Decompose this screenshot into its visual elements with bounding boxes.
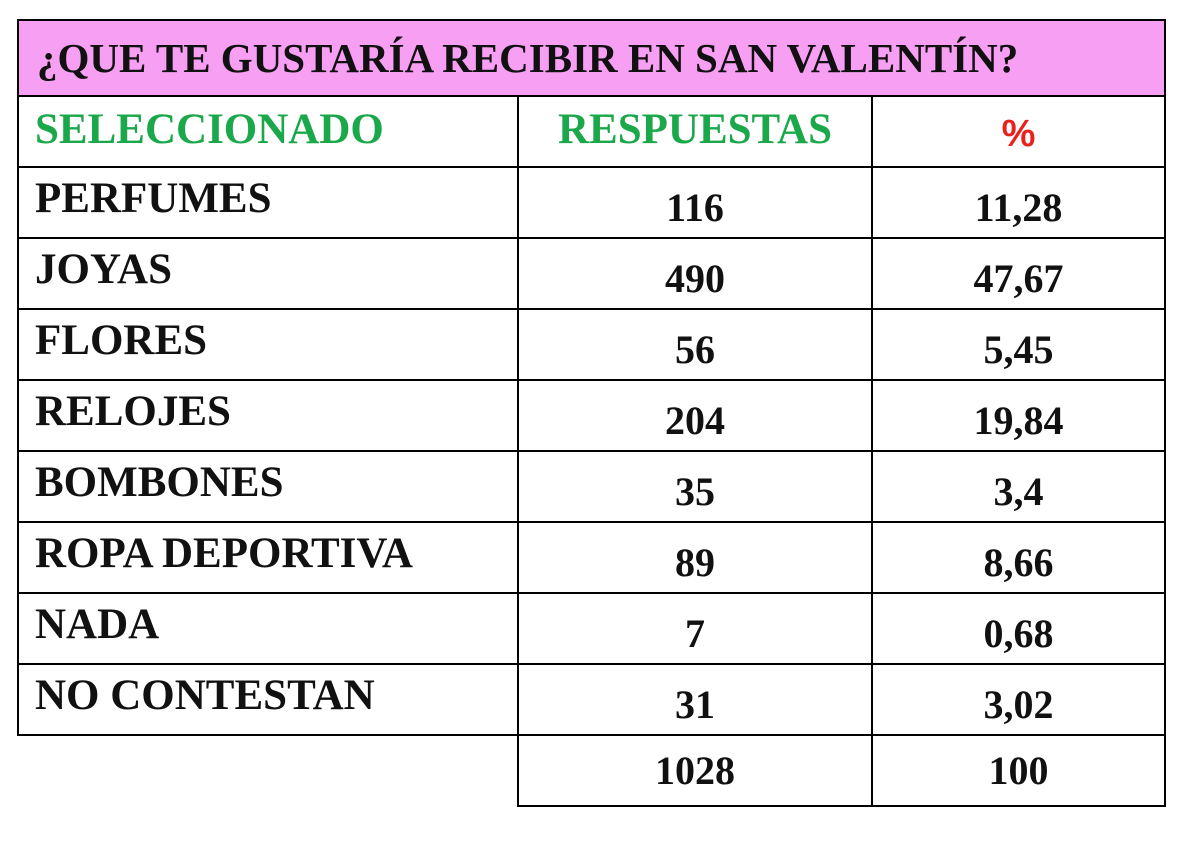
- row-percent: 0,68: [872, 593, 1165, 664]
- row-label: PERFUMES: [18, 167, 518, 238]
- table-row: [18, 522, 1165, 593]
- row-percent: 3,4: [872, 451, 1165, 522]
- row-respuestas: 490: [518, 238, 872, 309]
- table-row: [18, 167, 1165, 238]
- row-respuestas: 89: [518, 522, 872, 593]
- row-respuestas: 35: [518, 451, 872, 522]
- row-respuestas: 204: [518, 380, 872, 451]
- row-label: ROPA DEPORTIVA: [18, 522, 518, 593]
- total-percent: 100: [872, 735, 1165, 806]
- row-label: NO CONTESTAN: [18, 664, 518, 735]
- table-row: [18, 309, 1165, 380]
- row-percent: 11,28: [872, 167, 1165, 238]
- row-percent: 5,45: [872, 309, 1165, 380]
- table-title: ¿QUE TE GUSTARÍA RECIBIR EN SAN VALENTÍN?: [18, 20, 1165, 96]
- table-row: [18, 451, 1165, 522]
- row-respuestas: 7: [518, 593, 872, 664]
- column-header-respuestas: RESPUESTAS: [518, 96, 872, 167]
- row-label: FLORES: [18, 309, 518, 380]
- table-row: [18, 664, 1165, 735]
- table-body: [18, 20, 1165, 806]
- row-label: NADA: [18, 593, 518, 664]
- row-percent: 8,66: [872, 522, 1165, 593]
- title-row: [18, 20, 1165, 96]
- totals-blank-cell: [18, 735, 518, 806]
- column-header-percent: %: [872, 96, 1165, 167]
- table-row: [18, 238, 1165, 309]
- row-label: RELOJES: [18, 380, 518, 451]
- row-respuestas: 56: [518, 309, 872, 380]
- row-percent: 3,02: [872, 664, 1165, 735]
- row-label: BOMBONES: [18, 451, 518, 522]
- column-header-seleccionado: SELECCIONADO: [18, 96, 518, 167]
- table-row: [18, 380, 1165, 451]
- totals-row: [18, 735, 1165, 806]
- total-respuestas: 1028: [518, 735, 872, 806]
- row-respuestas: 116: [518, 167, 872, 238]
- table-row: [18, 593, 1165, 664]
- survey-table: [17, 19, 1166, 807]
- row-label: JOYAS: [18, 238, 518, 309]
- row-percent: 19,84: [872, 380, 1165, 451]
- header-row: [18, 96, 1165, 167]
- row-percent: 47,67: [872, 238, 1165, 309]
- row-respuestas: 31: [518, 664, 872, 735]
